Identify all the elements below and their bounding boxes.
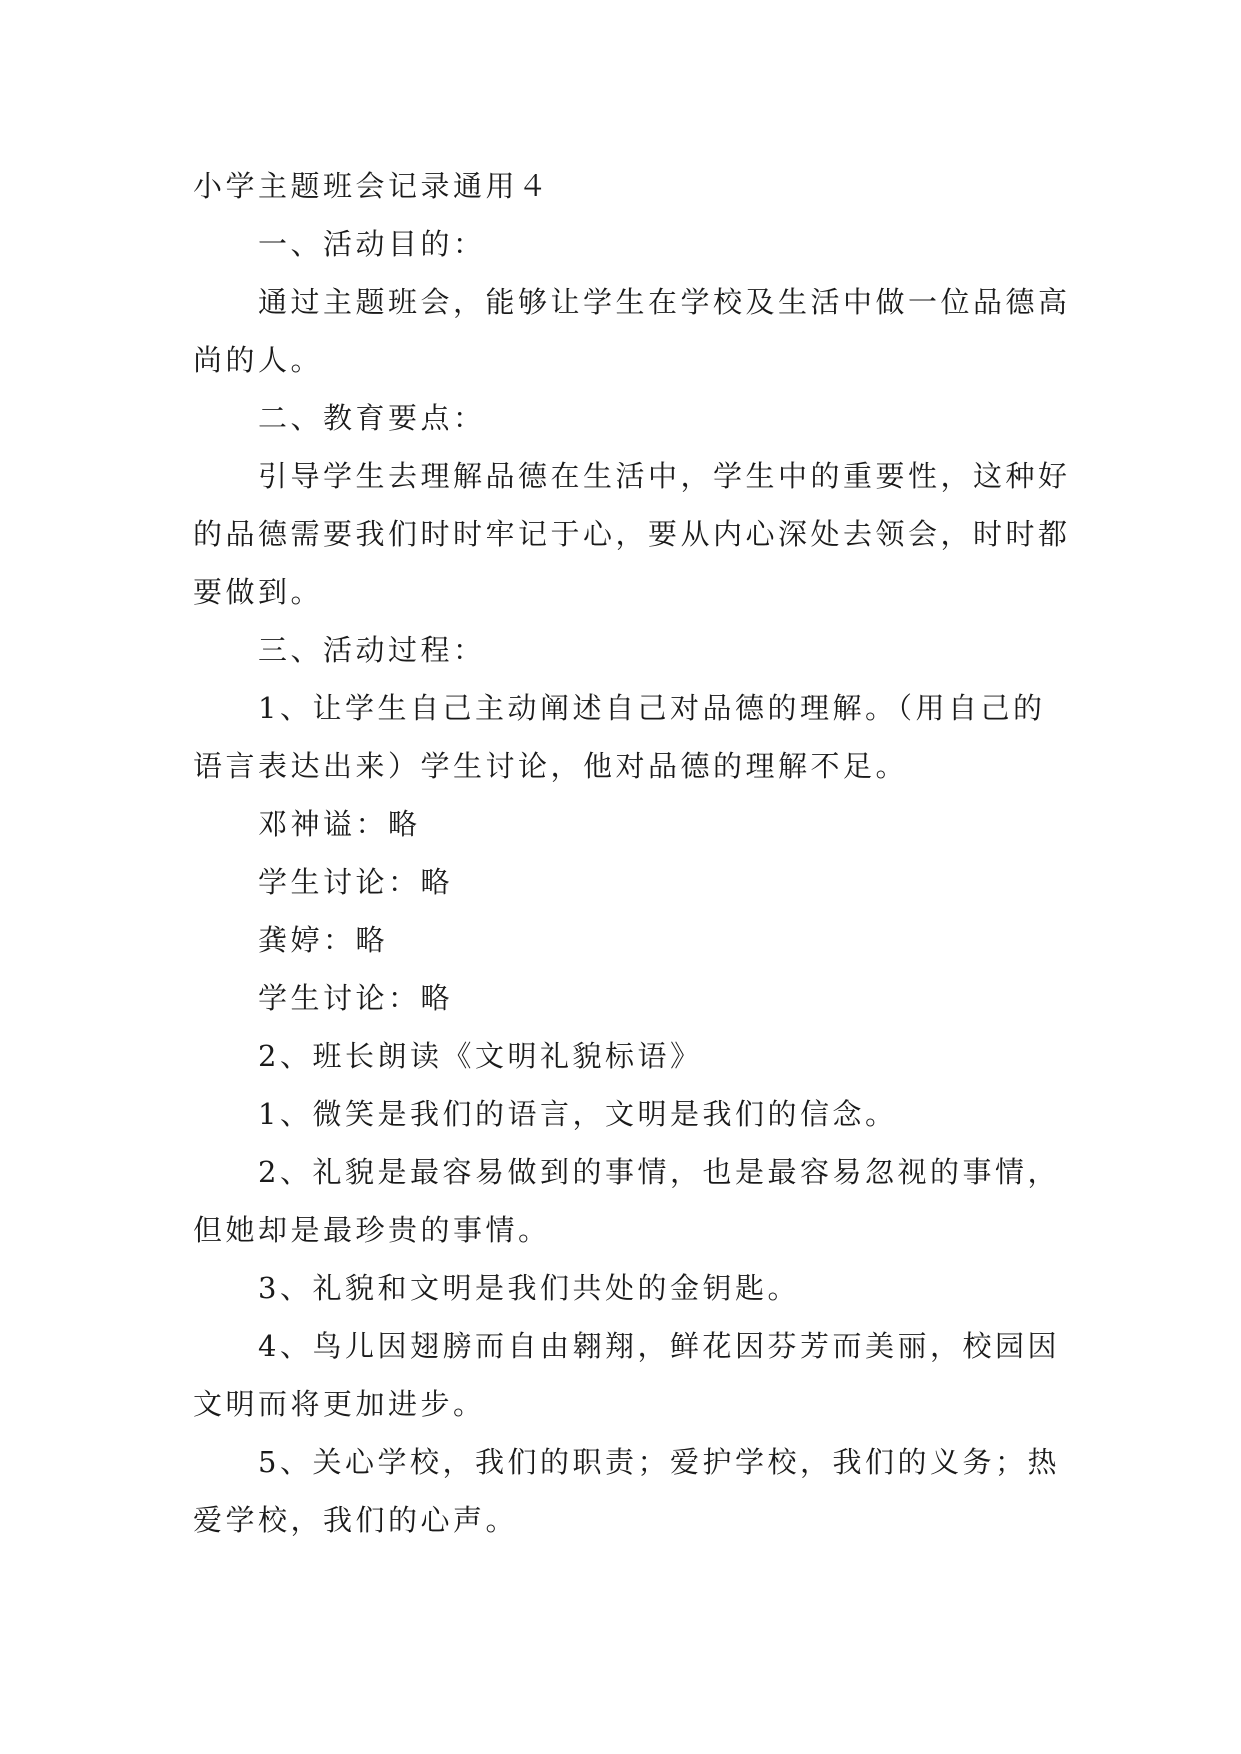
paragraph-speaker-1: 邓神谥：略 xyxy=(258,807,421,841)
paragraph-process-step-1: 1、让学生自己主动阐述自己对品德的理解。（用自己的语言表达出来）学生讨论，他对品德的理解不足。 xyxy=(193,691,1046,783)
paragraph-key-points: 引导学生去理解品德在生活中，学生中的重要性，这种好的品德需要我们时时牢记于心，要从内心深处去领会，时时都要做到。 xyxy=(193,459,1071,609)
section-heading-process: 三、活动过程： xyxy=(258,633,486,667)
section-heading-objective: 一、活动目的： xyxy=(258,227,486,261)
paragraph-discussion-2: 学生讨论：略 xyxy=(258,981,454,1015)
document-title: 小学主题班会记录通用４ xyxy=(193,169,551,203)
paragraph-process-step-2: 2、班长朗读《文明礼貌标语》 xyxy=(258,1039,703,1073)
paragraph-discussion-1: 学生讨论：略 xyxy=(258,865,454,899)
paragraph-objective: 通过主题班会，能够让学生在学校及生活中做一位品德高尚的人。 xyxy=(193,285,1071,377)
paragraph-speaker-2: 龚婷：略 xyxy=(258,923,389,957)
document-body xyxy=(193,157,1073,1549)
section-heading-key-points: 二、教育要点： xyxy=(258,401,486,435)
slogan-item-3: 3、礼貌和文明是我们共处的金钥匙。 xyxy=(258,1271,800,1305)
slogan-item-4: 4、鸟儿因翅膀而自由翱翔，鲜花因芬芳而美丽，校园因文明而将更加进步。 xyxy=(193,1329,1060,1421)
slogan-item-5: 5、关心学校，我们的职责；爱护学校，我们的义务；热爱学校，我们的心声。 xyxy=(193,1445,1060,1537)
slogan-item-1: 1、微笑是我们的语言，文明是我们的信念。 xyxy=(258,1097,898,1131)
slogan-item-2: 2、礼貌是最容易做到的事情，也是最容易忽视的事情，但她却是最珍贵的事情。 xyxy=(193,1155,1060,1247)
